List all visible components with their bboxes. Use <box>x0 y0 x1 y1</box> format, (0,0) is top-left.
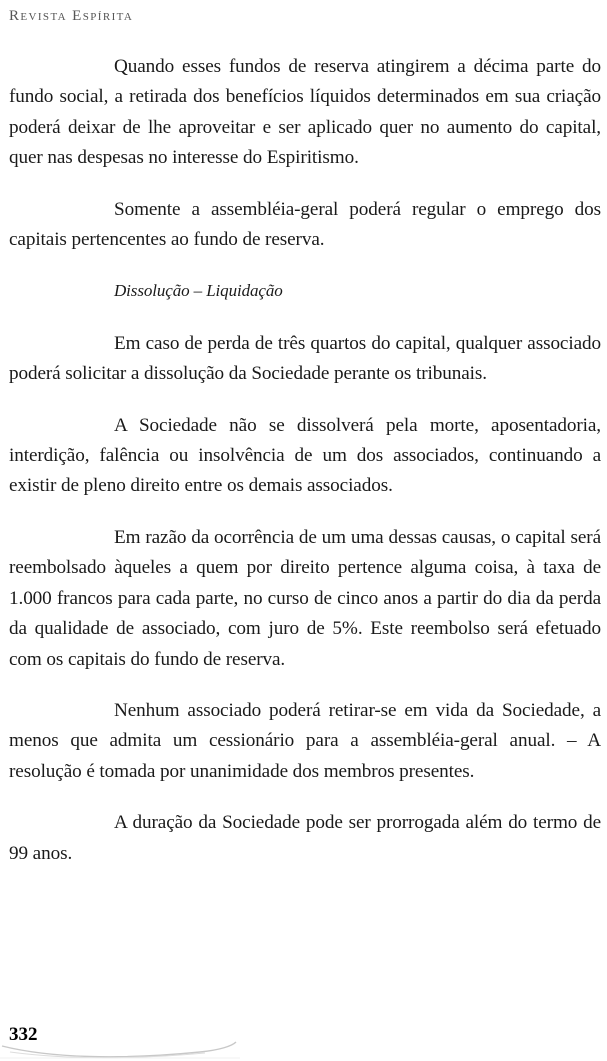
paragraph: Em razão da ocorrência de um uma dessas causas, o capital será reembolsado àqueles a quem por direito pertence alguma coisa, à taxa de 1.000 francos para cada parte, no curso de cinco anos a partir do dia da perda da qualidade de associado, com juro de 5%. Este reembolso será efetuado com os capitais do fundo de reserva. <box>9 526 601 670</box>
paragraph: Quando esses fundos de reserva atingirem a décima parte do fundo social, a retirada dos benefícios líquidos determinados em sua criação poderá deixar de lhe aproveitar e ser aplicado quer no aumento do capital, quer nas despesas no interesse do Espiritismo. <box>9 56 601 169</box>
paragraph: A duração da Sociedade pode ser prorrogada além do termo de 99 anos. <box>9 812 601 864</box>
paragraph: Somente a assembléia-geral poderá regular o emprego dos capitais pertencentes ao fundo de reserva. <box>9 198 601 251</box>
page-number: 332 <box>9 1024 38 1045</box>
paragraph: Nenhum associado poderá retirar-se em vida da Sociedade, a menos que admita um cessionário para a assembléia-geral anual. – A resolução é tomada por unanimidade dos membros presentes. <box>9 699 601 782</box>
paragraph: A Sociedade não se dissolverá pela morte, aposentadoria, interdição, falência ou insolvência de um dos associados, continuando a existir de pleno direito entre os demais associados. <box>9 414 601 497</box>
running-header: Revista Espírita <box>9 8 134 24</box>
paragraph: Em caso de perda de três quartos do capital, qualquer associado poderá solicitar a dissolução da Sociedade perante os tribunais. <box>9 332 601 385</box>
page-body <box>9 52 601 890</box>
section-heading: Dissolução – Liquidação <box>114 281 283 301</box>
